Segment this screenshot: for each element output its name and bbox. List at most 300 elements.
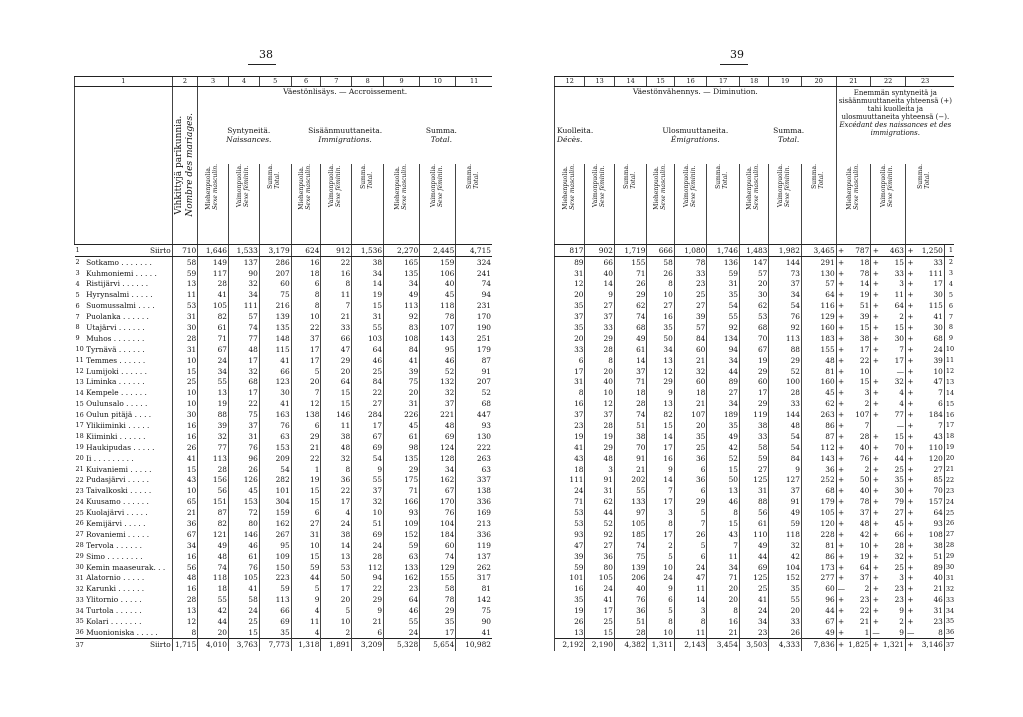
table-cell: 28 [769,388,802,399]
sign-cell: — [837,584,846,594]
table-cell: 47 [933,377,943,387]
table-cell: 53 [555,507,585,518]
table-cell: 113 [769,333,802,344]
table-cell: 15 [229,627,260,638]
table-cell: 11 [674,584,707,595]
table-cell: 14 [859,279,870,289]
col-num: 5 [259,77,291,87]
table-cell: 41 [259,355,291,366]
table-cell: 1,533 [229,245,260,257]
municipality-name: Utajärvi . . . . . . [86,322,145,332]
table-cell: 77 [198,442,229,453]
row-number: 11 [75,356,84,365]
row-number: 1 [944,245,954,257]
table-cell: 16 [291,256,321,267]
table-cell: 666 [647,245,674,257]
sign-cell: + [872,388,879,398]
table-cell: 34 [769,290,802,301]
sign-cell: + [838,301,845,311]
emigrations-label: Ulosmuuttaneita. [662,126,729,135]
sign-cell: + [872,410,879,420]
table-cell: 47 [555,540,585,551]
table-cell: 105 [614,518,647,529]
row-number: 11 [945,356,954,365]
table-cell: 32 [229,366,260,377]
table-cell: 15 [291,496,321,507]
municipality-name: Kuivaniemi . . . . . [86,464,152,474]
table-cell: 45 [229,486,260,497]
table-cell: 27 [707,388,740,399]
sign-cell: + [907,464,914,474]
table-cell: 78 [420,595,456,606]
table-cell: 10 [321,616,352,627]
table-cell: 43 [707,529,740,540]
table-cell: 96 [801,595,836,606]
table-cell: 49 [801,627,836,638]
row-number: 8 [75,323,80,332]
table-cell: 95 [259,540,291,551]
table-cell: 7 [938,420,943,430]
table-cell: 44 [198,616,229,627]
table-cell: 4 [291,605,321,616]
table-row [75,507,493,518]
table-row [555,486,955,497]
table-cell: 92 [707,322,740,333]
table-cell: 17 [352,420,384,431]
subheader-s: Summa. Total. [614,164,647,245]
table-cell: 28 [614,398,647,409]
table-cell: 112 [352,562,384,573]
table-cell: 75 [614,551,647,562]
table-cell: 136 [707,256,740,267]
table-cell: 32 [894,551,904,561]
sign-cell: + [838,497,845,507]
table-cell: 36 [172,518,197,529]
table-cell: 64 [933,508,943,518]
table-row [555,464,955,475]
table-row [555,573,955,584]
table-cell: 36 [801,464,836,475]
sign-cell: + [838,617,845,627]
table-cell: 29 [647,377,674,388]
sign-cell: + [872,475,879,485]
table-cell: 73 [769,268,802,279]
table-cell: 29 [321,355,352,366]
table-cell: 8 [938,627,943,637]
table-row [75,398,493,409]
table-cell: 30 [894,486,904,496]
table-cell: 54 [259,464,291,475]
col-num: 17 [707,77,740,87]
subheader-s: Summa. Total. [707,164,740,245]
table-cell: 54 [769,442,802,453]
table-cell: 87 [456,355,492,366]
table-cell: 8 [321,279,352,290]
table-cell: 20 [384,388,420,399]
table-cell: 40 [614,584,647,595]
table-cell: 39 [859,312,870,322]
table-cell: 27 [933,464,943,474]
table-cell: 42 [769,551,802,562]
row-number: 19 [945,443,954,452]
table-cell: 8 [291,300,321,311]
total-label: Summa. [773,126,805,135]
table-cell: 10 [647,290,674,301]
row-number: 2 [944,256,954,267]
row-number: 12 [945,366,954,375]
table-cell: 104 [420,518,456,529]
table-cell: 37 [555,311,585,322]
table-cell: 31 [352,311,384,322]
table-row [75,562,493,573]
table-cell: 92 [769,322,802,333]
table-cell: 39 [555,551,585,562]
table-cell: 57 [801,279,836,290]
table-cell: 12 [585,398,614,409]
table-cell: 59 [555,562,585,573]
table-cell: 66 [259,366,291,377]
table-cell: 37 [420,398,456,409]
table-cell: 37 [555,409,585,420]
table-row [75,605,493,616]
table-cell: 56 [198,486,229,497]
row-number: 21 [75,465,84,473]
marriages-label: Vihkittyjä parikunnia. [174,115,185,215]
sign-cell: + [838,268,845,278]
table-cell: 68 [801,486,836,497]
table-cell: 107 [420,322,456,333]
col-num: 23 [906,77,945,87]
row-number: 22 [945,475,954,484]
col-num-spacer [944,77,954,87]
table-cell: 38 [739,420,768,431]
table-cell: 75 [229,409,260,420]
sign-cell: + [838,290,845,300]
table-cell: 32 [352,496,384,507]
table-cell: 48 [229,344,260,355]
table-cell: 76 [769,311,802,322]
table-cell: 19 [291,475,321,486]
table-cell: 35 [674,431,707,442]
table-cell: 7,836 [801,639,836,652]
table-cell: 2,192 [555,639,585,652]
table-cell: 1,719 [614,245,647,257]
table-cell: 10 [859,540,870,550]
table-cell: 624 [291,245,321,257]
table-cell: 179 [801,496,836,507]
table-cell: 29 [585,333,614,344]
table-cell: 241 [456,268,492,279]
table-cell: 63 [456,464,492,475]
table-cell: 25 [674,290,707,301]
table-cell: 41 [585,595,614,606]
table-cell: 52 [769,366,802,377]
table-row [75,388,493,399]
table-cell: 54 [707,300,740,311]
table-cell: 53 [555,518,585,529]
table-cell: 35 [555,322,585,333]
table-cell: 91 [456,366,492,377]
col-num: 9 [384,77,420,87]
sign-cell: + [907,508,914,518]
table-cell: 5,328 [384,639,420,652]
table-cell: 5 [647,605,674,616]
table-cell: 2 [321,627,352,638]
table-cell: 3 [864,388,870,398]
table-cell: 17 [291,355,321,366]
sign-cell: + [872,584,879,594]
table-cell: 22 [321,486,352,497]
row-number: 32 [75,584,84,593]
row-number: 18 [945,432,954,441]
table-cell: 36 [614,605,647,616]
table-cell: 89 [707,377,740,388]
table-cell: 160 [801,377,836,388]
table-cell: 69 [352,529,384,540]
table-cell: 44 [585,507,614,518]
header-row-1 [555,87,955,165]
table-row [75,322,493,333]
table-cell: 34 [707,562,740,573]
table-row [75,584,493,595]
table-cell: 82 [647,409,674,420]
table-cell: 125 [739,573,768,584]
table-cell: 25 [894,562,904,572]
table-row [555,409,955,420]
table-cell: 10 [172,355,197,366]
row-number: 26 [75,519,84,528]
sign-cell: + [907,453,914,463]
table-cell: 15 [172,366,197,377]
table-cell: 8 [647,616,674,627]
table-cell: 3 [899,573,904,583]
table-cell: 7 [899,344,904,354]
table-cell: 24 [352,540,384,551]
table-cell: 78 [859,268,870,278]
table-row [75,627,493,638]
table-cell: 10,982 [456,639,492,652]
table-cell: 13 [555,627,585,638]
row-number: 22 [75,475,84,484]
table-row [75,551,493,562]
row-number: 13 [75,377,84,386]
table-cell: 56 [739,507,768,518]
sign-cell: + [907,573,914,583]
table-cell: 21 [352,616,384,627]
sign-cell: + [838,410,845,420]
row-number: 10 [75,345,84,354]
table-cell: 3 [585,464,614,475]
table-cell: 41 [229,584,260,595]
table-cell: 31 [172,344,197,355]
table-cell: 113 [259,595,291,606]
table-cell: 8 [555,388,585,399]
table-cell: 252 [801,475,836,486]
col-num: 21 [836,77,871,87]
table-cell: 137 [229,256,260,267]
table-cell: 103 [352,333,384,344]
table-cell: 53 [739,311,768,322]
table-cell: 2 [864,584,870,594]
table-cell: 190 [456,322,492,333]
table-cell: 27 [585,540,614,551]
table-cell: 38 [614,431,647,442]
table-row [555,355,955,366]
table-row [75,355,493,366]
table-cell: 55 [707,311,740,322]
sign-cell: + [838,453,845,463]
table-cell: 120 [928,453,943,463]
subheader-m: Miehenpuolia. Sexe masculin. [198,164,229,245]
table-cell: 66 [321,333,352,344]
table-cell: 31 [384,398,420,409]
table-cell: 304 [259,496,291,507]
accroissement-header [198,87,492,165]
table-cell: 22 [321,256,352,267]
table-cell: 146 [229,529,260,540]
table-cell: 9 [647,464,674,475]
table-cell: 149 [198,256,229,267]
table-cell: 61 [739,518,768,529]
table-cell: 78 [420,311,456,322]
table-cell: 39 [933,355,943,365]
diminution-title: Väestönvähennys. — Diminution. [632,87,758,96]
row-number: 23 [945,486,954,495]
table-row [555,518,955,529]
naissances-label: Syntyneitä. [227,126,271,135]
row-number: 4 [75,279,80,288]
table-cell: 133 [384,562,420,573]
row-number: 25 [75,508,84,517]
row-number: 17 [75,421,84,430]
table-cell: 31 [172,311,197,322]
table-cell: 16 [647,453,674,464]
table-cell: 5 [674,507,707,518]
table-cell: 24 [198,355,229,366]
table-cell: 3,465 [801,245,836,257]
table-cell: 165 [384,256,420,267]
row-number: 33 [75,595,84,604]
table-cell: 17 [859,344,870,354]
col-num: 13 [585,77,614,87]
table-cell: 54 [769,431,802,442]
table-cell: 88 [739,496,768,507]
table-cell: 29 [291,431,321,442]
diminution-header [555,87,837,165]
table-cell: 26 [172,442,197,453]
table-cell: 69 [352,442,384,453]
table-cell: 125 [739,475,768,486]
table-cell: 226 [384,409,420,420]
table-cell: 38 [352,256,384,267]
table-cell: 93 [933,519,943,528]
table-cell: 17 [321,496,352,507]
col-num: 20 [801,77,836,87]
table-cell: 22 [291,453,321,464]
sign-cell: + [838,279,845,289]
table-cell: 263 [456,453,492,464]
table-cell: 40 [585,377,614,388]
table-cell: 85 [933,475,943,485]
table-cell: 6 [938,399,943,409]
table-cell: 71 [384,486,420,497]
table-row [555,256,955,267]
sign-cell: + [907,420,914,430]
table-cell: 38 [859,333,870,343]
table-cell: 60 [259,279,291,290]
table-cell: 115 [259,344,291,355]
table-cell: 91 [769,496,802,507]
table-cell: 138 [456,486,492,497]
table-cell: 48 [769,420,802,431]
table-cell: 50 [859,475,870,485]
col-num: 2 [172,77,197,87]
table-cell: 4 [899,399,904,409]
table-cell: 817 [555,245,585,257]
table-cell: 2 [647,540,674,551]
sign-cell: + [907,245,914,255]
emigrations-group [648,106,743,164]
table-cell: 17 [647,496,674,507]
table-cell: 23 [933,617,943,627]
table-cell: 9 [899,627,904,637]
table-cell: 11 [707,551,740,562]
table-cell: 1,483 [739,245,768,257]
table-cell: 71 [614,268,647,279]
table-cell: 9 [647,388,674,399]
right-table-body [555,245,955,652]
table-cell: 32 [198,431,229,442]
table-row [75,420,493,431]
table-cell: 13 [647,355,674,366]
col-num: 10 [420,77,456,87]
table-cell: 49 [769,507,802,518]
table-cell: 30 [172,409,197,420]
table-cell: 18 [674,388,707,399]
table-cell: 55 [614,486,647,497]
table-cell: 52 [456,388,492,399]
table-cell: 277 [801,573,836,584]
table-cell: 105 [801,507,836,518]
table-cell: 21 [707,627,740,638]
table-cell: 336 [456,529,492,540]
table-cell: 14 [321,540,352,551]
col-num: 4 [229,77,260,87]
table-cell: 10 [172,486,197,497]
row-number: 24 [945,497,954,506]
table-cell: 24 [384,627,420,638]
table-cell: 119 [456,540,492,551]
table-cell: 113 [384,300,420,311]
table-cell: 58 [739,442,768,453]
table-cell: 17 [647,442,674,453]
table-cell: 144 [769,409,802,420]
table-cell: 52 [420,366,456,377]
table-cell: 463 [880,245,905,257]
col-num: 18 [739,77,768,87]
table-cell: 46 [933,595,943,605]
subheader-m: Miehenpuolia. Sexe masculin. [836,164,871,245]
table-cell: 68 [933,333,943,343]
table-cell: 135 [384,268,420,279]
sign-cell: + [838,595,845,605]
sign-cell: + [838,388,845,398]
table-cell: 111 [229,300,260,311]
table-cell: 6 [647,595,674,606]
table-cell: 126 [229,475,260,486]
table-cell: 10 [291,311,321,322]
table-cell: 35 [707,420,740,431]
